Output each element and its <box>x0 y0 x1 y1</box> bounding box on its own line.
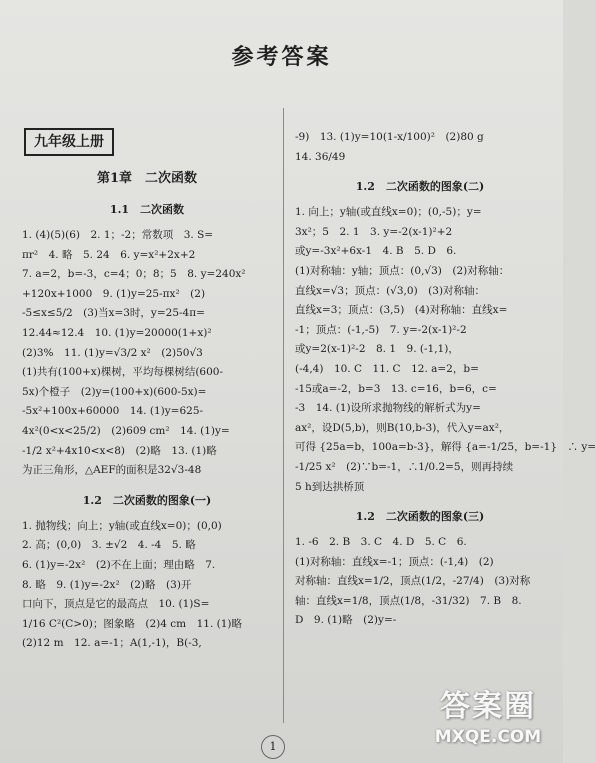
answer-block-1-2-a <box>22 517 272 654</box>
answer-line: πr² 4. 略 5. 24 6. y=x²+2x+2 <box>22 248 196 261</box>
answer-line: 或y=2(x-1)²-2 8. 1 9. (-1,1)， <box>295 343 459 356</box>
answer-line: -9) 13. (1)y=10(1-x/100)² (2)80 g <box>295 131 484 143</box>
answer-line: 14. 36/49 <box>295 150 346 163</box>
answer-line: 口向下，顶点是它的最高点 10. (1)S= <box>22 598 210 611</box>
column-divider <box>283 108 284 723</box>
answer-line: (2)12 m 12. a=-1；A(1,-1)，B(-3, <box>22 637 202 650</box>
answer-line: (1)共有(100+x)棵树，平均每棵树结(600- <box>22 366 224 379</box>
answer-line: 1. -6 2. B 3. C 4. D 5. C 6. <box>295 536 467 549</box>
answer-line: -3 14. (1)设所求抛物线的解析式为y= <box>295 402 481 415</box>
answer-line: 轴：直线x=1/8，顶点(1/8，-31/32) 7. B 8. <box>295 594 522 607</box>
right-column <box>295 128 596 631</box>
answer-line: 1. 向上；y轴(或直线x=0)；(0,-5)；y= <box>295 206 482 219</box>
answer-block-1-2-b <box>295 203 596 497</box>
answer-block-1-1 <box>22 226 272 481</box>
answer-line: 2. 高；(0,0) 3. ±√2 4. -4 5. 略 <box>22 539 196 552</box>
answer-line: 可得 {25a=b，100a=b-3}，解得 {a=-1/25，b=-1} ∴ y= <box>295 441 596 454</box>
answer-line: -1/25 x² (2)∵b=-1，∴1/0.2=5，则再持续 <box>295 460 514 473</box>
answer-line: 6. (1)y=-2x² (2)不在上面；理由略 7. <box>22 558 216 571</box>
answer-line: 8. 略 9. (1)y=-2x² (2)略 (3)开 <box>22 578 192 591</box>
chapter-title: 第1章 二次函数 <box>96 171 198 186</box>
answer-line: -5x²+100x+60000 14. (1)y=625- <box>22 405 204 418</box>
answer-line: 直线x=√3；顶点：(√3,0) (3)对称轴： <box>295 284 486 297</box>
answer-line: 或y=-3x²+6x-1 4. B 5. D 6. <box>295 245 457 258</box>
section-title-1-2-a: 1.2 二次函数的图象(一) <box>82 493 212 507</box>
answer-line: 1. 抛物线；向上；y轴(或直线x=0)；(0,0) <box>22 519 222 532</box>
watermark-url: MXQE.COM <box>434 727 542 747</box>
section-title-1-1: 1.1 二次函数 <box>109 203 185 216</box>
answer-line: -1；顶点：(-1,-5) 7. y=-2(x-1)²-2 <box>295 323 467 336</box>
answer-line: 直线x=3；顶点：(3,5) (4)对称轴：直线x= <box>295 304 508 317</box>
answer-line: 5x)个橙子 (2)y=(100+x)(600-5x)= <box>22 385 207 398</box>
grade-label: 九年级上册 <box>24 128 114 156</box>
answer-line: (-4,4) 10. C 11. C 12. a=2，b= <box>295 362 479 375</box>
answer-line: 对称轴：直线x=1/2，顶点(1/2，-27/4) (3)对称 <box>295 575 531 588</box>
answer-line: -1/2 x²+4x10<x<8) (2)略 13. (1)略 <box>22 444 217 457</box>
answer-line: 1/16 C²(C>0)；图象略 (2)4 cm 11. (1)略 <box>22 617 243 630</box>
answer-line: 4x²(0<x<25/2) (2)609 cm² 14. (1)y= <box>22 424 230 437</box>
answer-line: +120x+1000 9. (1)y=25-πx² (2) <box>22 287 206 300</box>
answer-line: 7. a=2，b=-3，c=4；0；8；5 8. y=240x² <box>22 268 246 281</box>
answer-line: ax²，设D(5,b)，则B(10,b-3)，代入y=ax²， <box>295 421 510 434</box>
answer-line: (1)对称轴：直线x=-1；顶点：(-1,4) (2) <box>295 555 494 568</box>
page-number: 1 <box>261 735 285 759</box>
answer-line: -15或a=-2，b=3 13. c=16，b=6，c= <box>295 382 497 395</box>
answer-line: 为正三角形，△AEF的面积是32√3-48 <box>22 464 202 477</box>
page-title: 参考答案 <box>231 44 332 70</box>
answer-line: D 9. (1)略 (2)y=- <box>295 614 397 627</box>
answer-line: (2)3% 11. (1)y=√3/2 x² (2)50√3 <box>22 346 203 359</box>
answer-block-1-2-c <box>295 533 545 631</box>
section-title-1-2-c: 1.2 二次函数的图象(三) <box>355 510 485 524</box>
answer-line: -5≤x≤5/2 (3)当x=3时，y=25-4π= <box>22 307 205 320</box>
answer-line: 1. (4)(5)(6) 2. 1；-2；常数项 3. S= <box>22 229 214 241</box>
answer-line: 3x²；5 2. 1 3. y=-2(x-1)²+2 <box>295 225 453 238</box>
watermark-text: 答案圈 <box>440 689 536 724</box>
answer-line: 12.44≈12.4 10. (1)y=20000(1+x)² <box>22 326 212 339</box>
left-column <box>22 128 272 654</box>
answer-block-continued <box>295 128 545 167</box>
section-title-1-2-b: 1.2 二次函数的图象(二) <box>355 180 485 194</box>
watermark-logo <box>418 688 558 760</box>
answer-line: 5 h到达拱桥顶 <box>295 480 365 493</box>
answer-line: (1)对称轴：y轴；顶点：(0,√3) (2)对称轴： <box>295 264 510 277</box>
